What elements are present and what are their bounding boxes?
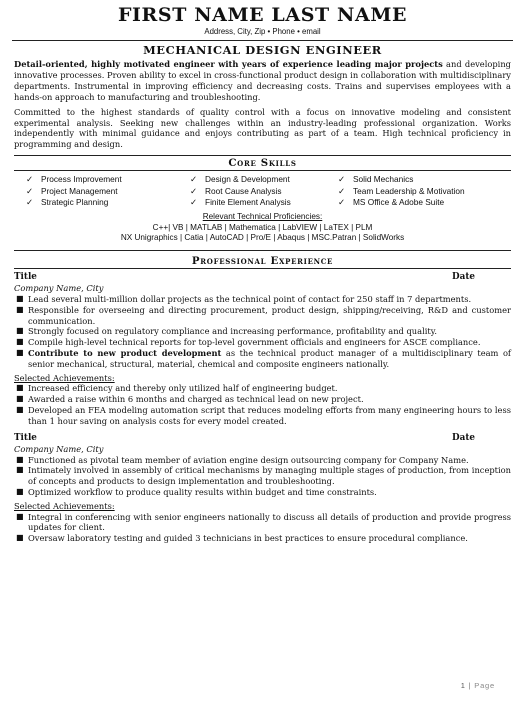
technical-proficiencies-line-2: NX Unigraphics | Catia | AutoCAD | Pro/E | Abaqus | MSC.Patran | SolidWorks <box>120 233 405 243</box>
candidate-name: FIRST NAME LAST NAME <box>117 4 408 26</box>
core-skills-heading-text: Core Skills <box>228 157 297 170</box>
company-name: Company Name, City <box>14 443 104 454</box>
list-item-text: Oversaw laboratory testing and guided 3 technicians in best practices to ensure procedural compliance. <box>28 533 468 544</box>
list-item <box>14 512 511 534</box>
page-label: Page <box>474 681 495 690</box>
skill-label: Solid Mechanics <box>353 174 414 185</box>
check-icon: ✓ <box>26 185 34 196</box>
summary-lead: Detail-oriented, highly motivated engineer with years of experience leading major projects <box>14 59 443 69</box>
bullet-icon: ■ <box>16 404 24 414</box>
list-item <box>14 305 511 327</box>
list-item-text: Increased efficiency and thereby only utilized half of engineering budget. <box>28 383 338 394</box>
check-icon: ✓ <box>338 185 346 196</box>
summary-text: and developing innovative processes. Proven ability to excel in cross-functional product design in collaboration with multidisciplinary departments. Instrumental in improving efficiency and decreasing costs. Trains and supervises employees with a hands-on approach to manufacturing and troubleshooting. <box>14 59 511 102</box>
job-title-row <box>14 433 511 444</box>
experience-heading <box>14 254 511 269</box>
bullet-icon: ■ <box>16 394 24 404</box>
bullet-icon: ■ <box>16 465 24 475</box>
list-item <box>14 533 511 544</box>
skill-label: Root Cause Analysis <box>205 185 282 196</box>
responsibilities-list <box>14 294 511 370</box>
skill-item <box>190 197 338 208</box>
list-item <box>14 337 511 348</box>
company-name: Company Name, City <box>14 282 104 293</box>
summary-paragraph-2: Committed to the highest standards of quality control with a focus on innovative modeling and consistent experimental analysis. Seeking new challenges within an industry-leading professional organization. Works independently with minimal guidance and enjoys contributing as part of a team. High technical proficiency in programming and design. <box>14 106 511 150</box>
list-item <box>14 294 511 305</box>
skill-item <box>190 186 338 197</box>
list-item-text: Awarded a raise within 6 months and charged as technical lead on new project. <box>28 394 364 405</box>
skill-label: Strategic Planning <box>41 197 109 208</box>
skills-bottom-divider <box>14 250 511 251</box>
skill-label: Project Management <box>41 185 118 196</box>
check-icon: ✓ <box>26 174 34 185</box>
technical-proficiencies-line-1: C++| VB | MATLAB | Mathematica | LabVIEW | LaTEX | PLM <box>152 222 373 232</box>
list-item-text: Intimately involved in assembly of critical mechanisms by managing multiple stages of production, from inception of concepts and products to design implementation and troubleshooting. <box>28 465 511 487</box>
skills-grid <box>14 174 511 208</box>
list-item-text: Responsible for overseeing and directing procurement, product design, shipping/receiving, R&D and customer communication. <box>28 304 511 326</box>
skill-label: MS Office & Adobe Suite <box>353 197 445 208</box>
achievements-list <box>14 383 511 426</box>
skill-label: Design & Development <box>205 174 290 185</box>
bullet-icon: ■ <box>16 293 24 303</box>
technical-proficiencies-heading: Relevant Technical Proficiencies: <box>202 212 323 222</box>
contact-line: Address, City, Zip • Phone • email <box>204 27 321 36</box>
check-icon: ✓ <box>338 174 346 185</box>
responsibilities-list <box>14 455 511 498</box>
skill-label: Process Improvement <box>41 174 122 185</box>
job-title: Title <box>14 432 37 443</box>
job-title: Title <box>14 271 37 282</box>
page-separator: | <box>468 681 472 690</box>
job-entry-1 <box>14 272 511 427</box>
list-item-text: Developed an FEA modeling automation script that reduces modeling efforts from many engineering hours to less than 1 hour saving on analysis costs for every model created. <box>28 404 511 426</box>
page-number: 1 <box>460 681 466 690</box>
list-item <box>14 383 511 394</box>
check-icon: ✓ <box>338 197 346 208</box>
core-skills-heading <box>14 155 511 171</box>
list-item <box>14 487 511 498</box>
achievements-heading: Selected Achievements: <box>14 500 115 511</box>
skill-item <box>338 174 498 185</box>
header-divider <box>12 40 513 41</box>
page-footer <box>461 681 495 690</box>
list-item <box>14 405 511 427</box>
list-item <box>14 348 511 370</box>
bullet-icon: ■ <box>16 347 24 357</box>
list-item-text: Functioned as pivotal team member of aviation engine design outsourcing company for Company Name. <box>28 454 469 465</box>
list-item-text: Optimized workflow to produce quality results within budget and time constraints. <box>28 486 377 497</box>
list-item-emphasis: Contribute to new product development <box>28 347 222 358</box>
bullet-icon: ■ <box>16 383 24 393</box>
job-entry-2 <box>14 433 511 544</box>
list-item-text: Lead several multi-million dollar projects as the technical point of contact for 250 staff in 7 departments. <box>28 293 472 304</box>
check-icon: ✓ <box>190 197 198 208</box>
bullet-icon: ■ <box>16 326 24 336</box>
job-date: Date <box>452 432 475 443</box>
list-item <box>14 326 511 337</box>
list-item <box>14 465 511 487</box>
skill-item <box>26 186 190 197</box>
job-date: Date <box>452 271 475 282</box>
skill-item <box>190 174 338 185</box>
check-icon: ✓ <box>26 197 34 208</box>
check-icon: ✓ <box>190 174 198 185</box>
list-item-text: Integral in conferencing with senior engineers nationally to discuss all details of production and provide progress updates for client. <box>28 511 511 533</box>
list-item <box>14 455 511 466</box>
achievements-list <box>14 512 511 544</box>
list-item-text: Strongly focused on regulatory compliance and increasing performance, profitability and quality. <box>28 326 437 337</box>
bullet-icon: ■ <box>16 533 24 543</box>
bullet-icon: ■ <box>16 454 24 464</box>
skill-item <box>338 186 498 197</box>
bullet-icon: ■ <box>16 511 24 521</box>
achievements-heading: Selected Achievements: <box>14 372 115 383</box>
check-icon: ✓ <box>190 185 198 196</box>
skill-label: Finite Element Analysis <box>205 197 291 208</box>
bullet-icon: ■ <box>16 337 24 347</box>
skill-label: Team Leadership & Motivation <box>353 185 465 196</box>
skill-item <box>338 197 498 208</box>
list-item-text: as the technical product manager of a multidisciplinary team of senior mechanical, structural, material, chemical and composite engineers nationally. <box>28 347 512 369</box>
list-item <box>14 394 511 405</box>
skills-column-2 <box>190 174 338 208</box>
summary-paragraph-1 <box>14 59 511 103</box>
skill-item <box>26 197 190 208</box>
job-title-row <box>14 272 511 283</box>
list-item-text: Compile high-level technical reports for top-level government officials and engineers for ASCE compliance. <box>28 337 481 348</box>
skills-column-3 <box>338 174 498 208</box>
skills-column-1 <box>26 174 190 208</box>
bullet-icon: ■ <box>16 304 24 314</box>
experience-heading-text: Professional Experience <box>191 254 334 267</box>
target-job-title: MECHANICAL DESIGN ENGINEER <box>143 43 382 57</box>
bullet-icon: ■ <box>16 486 24 496</box>
skill-item <box>26 174 190 185</box>
